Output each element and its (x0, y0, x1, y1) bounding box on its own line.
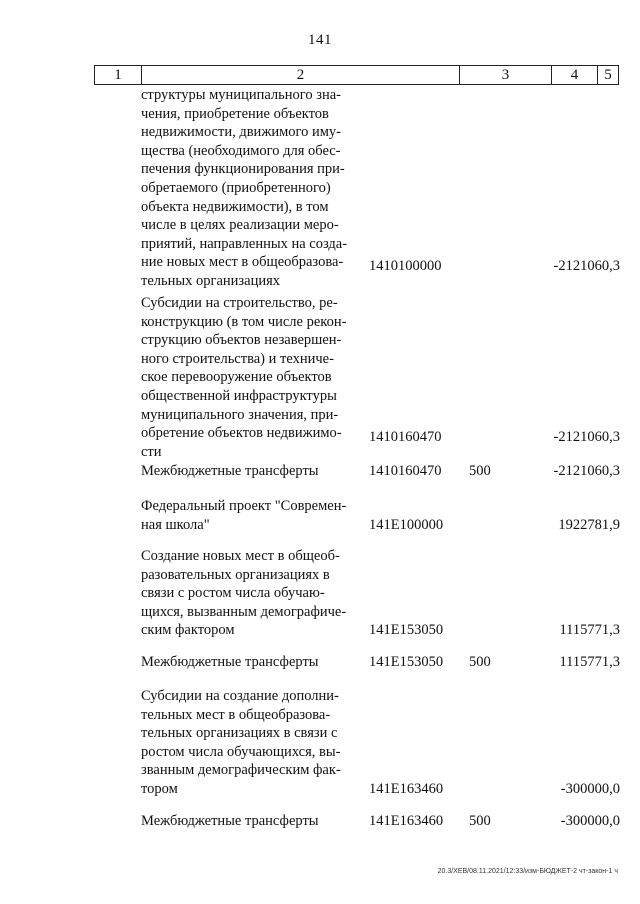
desc-line: струкцию объектов незавершен- (141, 332, 342, 349)
row-description (141, 547, 358, 640)
desc-line: Федеральный проект "Современ- (141, 498, 347, 514)
header-col-3: 3 (460, 66, 552, 84)
row-description (141, 294, 358, 461)
desc-line: тельных мест в общеобразова- (141, 706, 331, 723)
desc-line: ское перевооружение объектов (141, 369, 332, 386)
desc-line: тельных организациях (141, 272, 281, 289)
row-type: 500 (469, 813, 491, 829)
row-amount: -300000,0 (560, 813, 620, 829)
row-description (141, 812, 358, 831)
desc-line: щихся, вызванным демографиче- (141, 603, 347, 620)
row-description (141, 462, 358, 481)
desc-line: обретение объектов недвижимо- (141, 425, 342, 442)
header-col-5: 5 (604, 67, 612, 83)
desc-line: Создание новых мест в общеоб- (141, 548, 340, 564)
row-amount: -300000,0 (560, 781, 620, 797)
desc-line: обретаемого (приобретенного) (141, 179, 331, 196)
desc-line: ная школа" (141, 516, 210, 533)
table-header (94, 65, 619, 85)
desc-line: структуры муниципального зна- (141, 87, 341, 103)
row-code: 141E153050 (369, 622, 444, 638)
desc-line: печения функционирования при- (141, 161, 345, 178)
row-amount: 1115771,3 (559, 622, 620, 638)
desc-line: Субсидии на строительство, ре- (141, 295, 338, 311)
desc-line: тором (141, 780, 178, 797)
desc-line: ростом числа обучающихся, вы- (141, 743, 341, 760)
row-amount: -2121060,3 (553, 258, 620, 274)
desc-line: связи с ростом числа обучаю- (141, 585, 325, 602)
desc-line: Субсидии на создание дополни- (141, 688, 339, 704)
desc-line: общественной инфраструктуры (141, 387, 337, 404)
header-col-2: 2 (142, 66, 460, 84)
desc-line: званным демографическим фак- (141, 762, 341, 779)
page-number: 141 (308, 32, 332, 48)
header-col-4: 4 (552, 66, 598, 84)
desc-line: разовательных организациях в (141, 566, 330, 583)
desc-line: чения, приобретение объектов (141, 105, 329, 122)
row-code: 1410160470 (369, 429, 442, 445)
row-amount: -2121060,3 (553, 463, 620, 479)
desc-line: щества (необходимого для обес- (141, 142, 341, 159)
row-type: 500 (469, 463, 491, 479)
row-code: 141E163460 (369, 813, 444, 829)
header-col-1: 1 (95, 66, 142, 84)
desc-line: ние новых мест в общеобразова- (141, 254, 344, 271)
row-amount: 1115771,3 (559, 654, 620, 670)
desc-line: Межбюджетные трансферты (141, 654, 319, 670)
desc-line: недвижимости, движимого иму- (141, 124, 341, 141)
desc-line: ного строительства) и техниче- (141, 350, 334, 367)
row-code: 141E163460 (369, 781, 444, 797)
desc-line: тельных организациях в связи с (141, 725, 338, 742)
document-footer: 20.3/ХЕВ/08.11.2021/12:33/изм-БЮДЖЕТ-2 чт-закон-1 ч (437, 868, 618, 875)
desc-line: ским фактором (141, 622, 235, 639)
desc-line: Межбюджетные трансферты (141, 813, 319, 829)
desc-line: сти (141, 443, 162, 460)
row-description (141, 497, 358, 534)
row-amount: 1922781,9 (558, 517, 620, 533)
desc-line: конструкцию (в том числе рекон- (141, 313, 347, 330)
row-code: 141E153050 (369, 654, 444, 670)
row-code: 1410160470 (369, 463, 442, 479)
desc-line: муниципального значения, при- (141, 406, 339, 423)
row-type: 500 (469, 654, 491, 670)
row-description (141, 653, 358, 672)
row-amount: -2121060,3 (553, 429, 620, 445)
row-code: 141E100000 (369, 517, 444, 533)
desc-line: приятий, направленных на созда- (141, 235, 348, 252)
desc-line: Межбюджетные трансферты (141, 463, 319, 479)
row-description (141, 86, 358, 291)
row-description (141, 687, 358, 799)
row-code: 1410100000 (369, 258, 442, 274)
desc-line: числе в целях реализации меро- (141, 217, 339, 234)
desc-line: объекта недвижимости), в том (141, 198, 329, 215)
